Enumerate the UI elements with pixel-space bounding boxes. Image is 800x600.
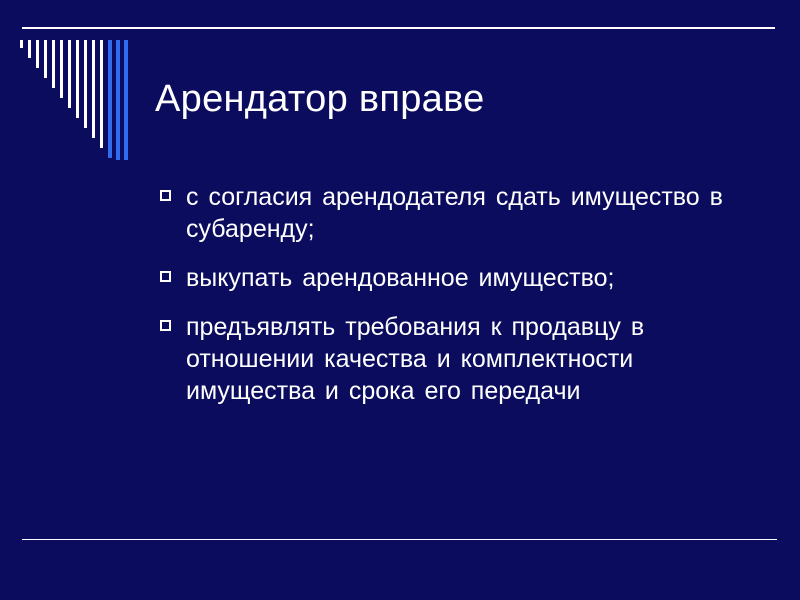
bullet-text: с согласия арендодателя сдать имущество в субаренду; <box>186 183 723 243</box>
bottom-divider-line <box>22 539 777 540</box>
bullet-item <box>160 181 760 245</box>
bullet-text: выкупать арендованное имущество; <box>186 264 615 292</box>
square-bullet-icon <box>160 190 171 201</box>
bullet-list <box>160 181 760 424</box>
bullet-item <box>160 311 760 407</box>
decorative-stripes <box>0 0 140 170</box>
bullet-text: предъявлять требования к продавцу в отношении качества и комплектности имущества и срока его передачи <box>186 313 645 405</box>
square-bullet-icon <box>160 320 171 331</box>
square-bullet-icon <box>160 271 171 282</box>
slide-title: Арендатор вправе <box>155 78 485 120</box>
bullet-item <box>160 262 760 294</box>
